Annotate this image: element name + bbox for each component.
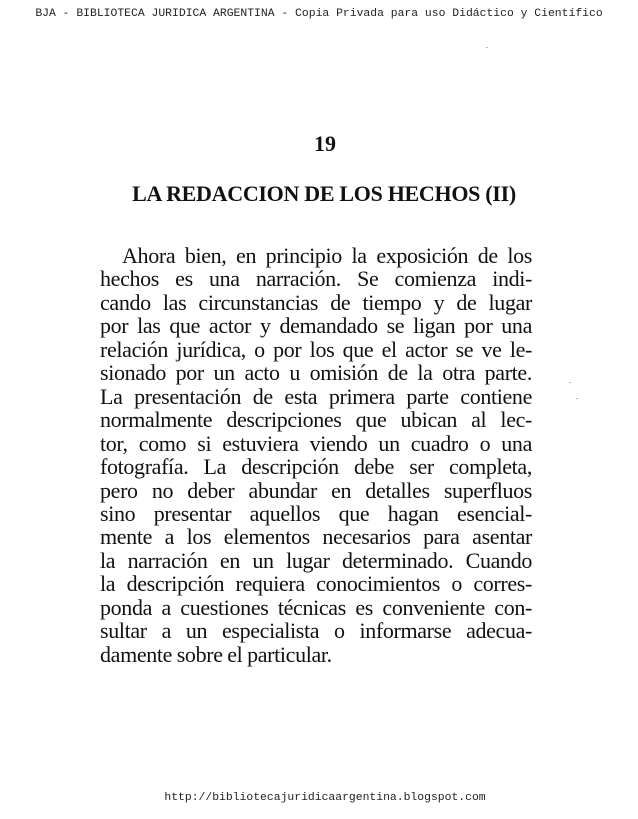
scan-speck [576,398,578,399]
chapter-title: LA REDACCION DE LOS HECHOS (II) [132,181,516,206]
paragraph-line: relación jurídica, o por los que el actor se ve le- [100,336,532,362]
paragraph-line: mente a los elementos necesarios para asentar [100,524,532,550]
paragraph-line: sionado por un acto u omisión de la otra parte. [100,360,532,386]
paragraph-line: ponda a cuestiones técnicas es conveniente con- [100,594,532,620]
paragraph-line: la descripción requiera conocimientos o corres- [100,571,532,597]
paragraph-line: pero no deber abundar en detalles superfluos [100,477,532,503]
paragraph-line: normalmente descripciones que ubican al lec- [100,407,532,433]
paragraph-line: sultar a un especialista o informarse adecua- [100,618,532,644]
paragraph-line: fotografía. La descripción debe ser completa, [100,454,532,480]
paragraph-line: tor, como si estuviera viendo un cuadro o una [100,430,532,456]
header-banner: BJA - BIBLIOTECA JURIDICA ARGENTINA - Copia Privada para uso Didáctico y Científico [35,8,603,20]
paragraph-line: cando las circunstancias de tiempo y de lugar [100,289,532,315]
scan-speck [569,382,571,383]
paragraph-line: por las que actor y demandado se ligan por una [100,313,532,339]
footer-url: http://bibliotecajuridicaargentina.blogspot.com [164,792,486,804]
paragraph-line: damente sobre el particular. [100,641,332,667]
paragraph-line: hechos es una narración. Se comienza indi- [100,266,532,292]
body-paragraph [100,244,532,666]
paragraph-line: La presentación de esta primera parte contiene [100,383,532,409]
paragraph-line: sino presentar aquellos que hagan esencial- [100,500,532,526]
chapter-number: 19 [314,131,336,156]
paragraph-line: Ahora bien, en principio la exposición de los [122,243,532,268]
scan-speck [486,47,488,48]
paragraph-line: la narración en un lugar determinado. Cuando [100,547,532,573]
